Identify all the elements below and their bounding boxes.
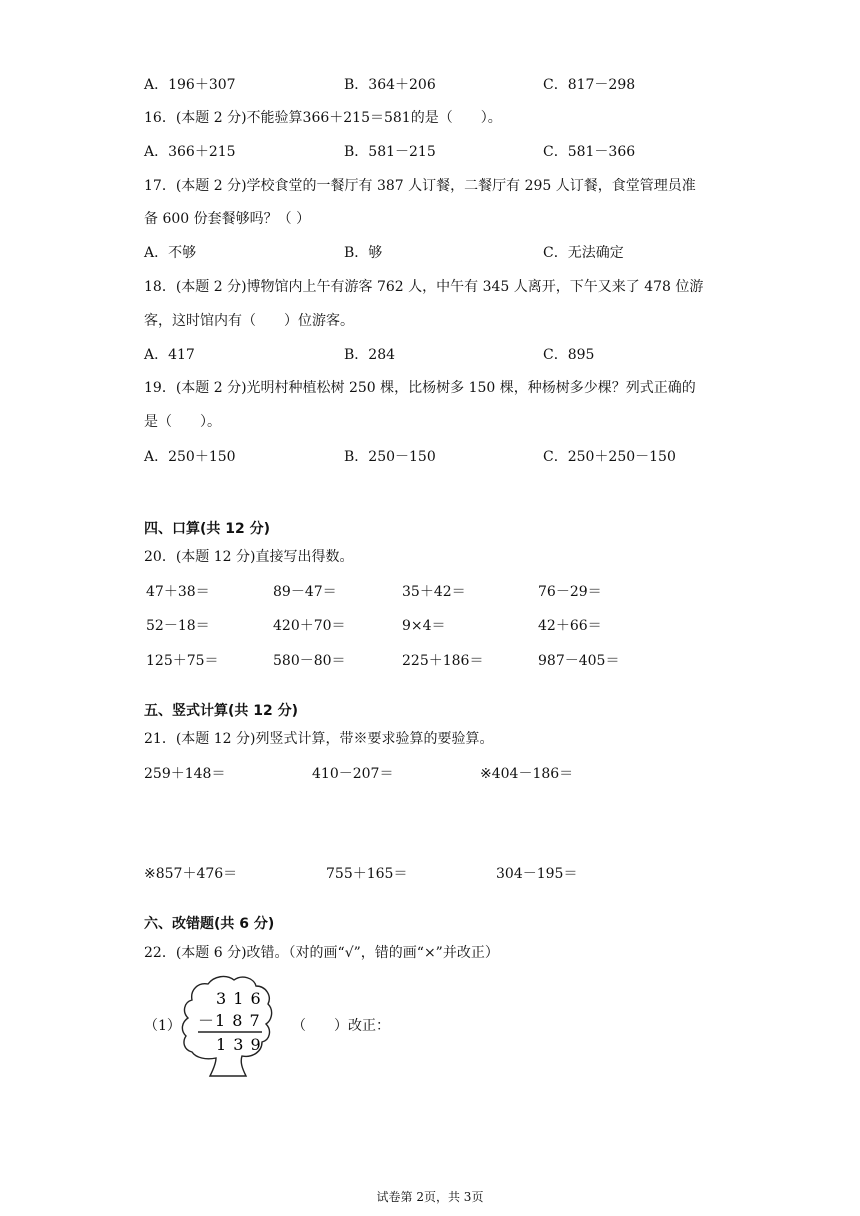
calc-top-row: 3 1 6 [216, 989, 262, 1008]
q17-option-c: C．无法确定 [543, 245, 624, 261]
q22-stem: 22．(本题 6 分)改错。（对的画“√”，错的画“×”并改正） [144, 945, 499, 961]
oral-item: 225＋186＝ [402, 653, 484, 669]
q19-option-c: C．250＋250－150 [543, 449, 676, 465]
q18-option-c: C．895 [543, 347, 595, 363]
vertical-calc-item: 259＋148＝ [144, 766, 226, 782]
q15-option-b: B．364＋206 [344, 77, 436, 93]
calc-bottom-row: 1 3 9 [216, 1035, 262, 1054]
q18-stem-line1: 18．(本题 2 分)博物馆内上午有游客 762 人，中午有 345 人离开，下午又来了 478 位游 [144, 279, 704, 295]
q17-stem-line2: 备 600 份套餐够吗？（ ） [144, 211, 311, 227]
section4-title: 四、口算(共 12 分) [144, 521, 271, 537]
q20-stem: 20．(本题 12 分)直接写出得数。 [144, 549, 354, 565]
q16-option-c: C．581－366 [543, 144, 636, 160]
q15-option-a: A．196＋307 [144, 77, 236, 93]
q17-option-a: A．不够 [144, 245, 197, 261]
q16-stem: 16．(本题 2 分)不能验算366＋215＝581的是（ ）。 [144, 110, 502, 126]
q21-stem: 21．(本题 12 分)列竖式计算，带※要求验算的要验算。 [144, 731, 494, 747]
calc-middle-row: －1 8 7 [198, 1011, 261, 1030]
oral-item: 580－80＝ [273, 653, 346, 669]
q19-option-a: A．250＋150 [144, 449, 236, 465]
q16-option-a: A．366＋215 [144, 144, 236, 160]
section5-title: 五、竖式计算(共 12 分) [144, 703, 299, 719]
q22-item1-label: （1） [144, 1018, 181, 1034]
q19-stem-line2: 是（ ）。 [144, 414, 221, 430]
q17-stem-line1: 17．(本题 2 分)学校食堂的一餐厅有 387 人订餐，二餐厅有 295 人订餐，食堂管理员准 [144, 178, 696, 194]
vertical-calc-item: ※404－186＝ [480, 766, 574, 782]
oral-item: 89－47＝ [273, 584, 337, 600]
vertical-calc-item: 410－207＝ [312, 766, 394, 782]
q22-item1-answer: （ ）改正： [292, 1018, 390, 1034]
oral-item: 987－405＝ [538, 653, 620, 669]
oral-item: 35＋42＝ [402, 584, 466, 600]
oral-item: 9×4＝ [402, 618, 446, 634]
q18-option-a: A．417 [144, 347, 195, 363]
q19-stem-line1: 19．(本题 2 分)光明村种植松树 250 棵，比杨树多 150 棵，种杨树多少棵？列式正确的 [144, 380, 696, 396]
q19-option-b: B．250－150 [344, 449, 436, 465]
oral-item: 47＋38＝ [146, 584, 210, 600]
q18-option-b: B．284 [344, 347, 396, 363]
q17-option-b: B．够 [344, 245, 383, 261]
q15-option-c: C．817－298 [543, 77, 636, 93]
oral-item: 42＋66＝ [538, 618, 602, 634]
tree-calc-figure [176, 972, 276, 1078]
oral-item: 420＋70＝ [273, 618, 346, 634]
q18-stem-line2: 客，这时馆内有（ ）位游客。 [144, 313, 354, 329]
oral-item: 125＋75＝ [146, 653, 219, 669]
section6-title: 六、改错题(共 6 分) [144, 916, 275, 932]
vertical-calc-item: 755＋165＝ [326, 866, 408, 882]
vertical-calc-item: 304－195＝ [496, 866, 578, 882]
vertical-calc-item: ※857＋476＝ [144, 866, 238, 882]
oral-item: 52－18＝ [146, 618, 210, 634]
page-footer: 试卷第 2页，共 3页 [376, 1190, 484, 1204]
oral-item: 76－29＝ [538, 584, 602, 600]
q16-option-b: B．581－215 [344, 144, 436, 160]
